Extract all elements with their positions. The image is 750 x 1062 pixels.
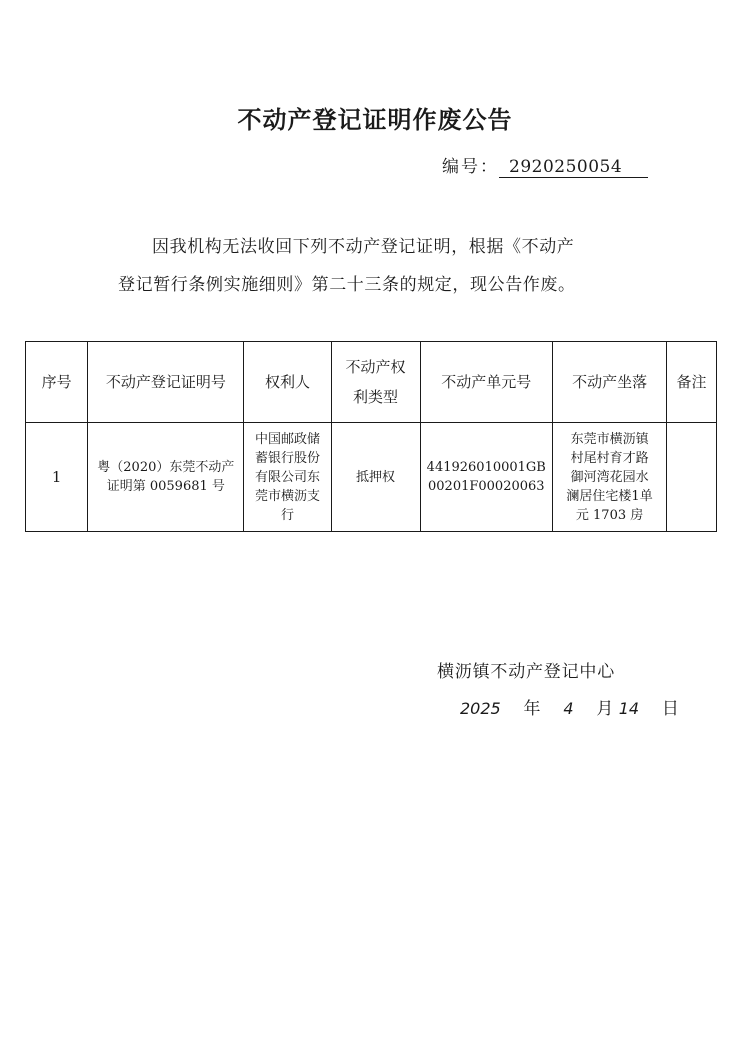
cell-holder-line-2: 蓄银行股份 bbox=[254, 450, 320, 466]
date-day-unit: 日 bbox=[661, 699, 679, 719]
date-year-unit: 年 bbox=[523, 699, 541, 719]
table-header-row bbox=[26, 342, 717, 423]
date-month: 4 bbox=[563, 699, 574, 718]
cell-certificate-line-2: 证明第 0059681 号 bbox=[106, 479, 225, 494]
header-unit-number: 不动产单元号 bbox=[420, 342, 552, 423]
cell-right-type: 抵押权 bbox=[331, 423, 420, 532]
date-year: 2025 bbox=[460, 699, 501, 718]
header-right-type bbox=[331, 342, 420, 423]
date-day: 14 bbox=[618, 699, 640, 718]
cell-location-line-4: 澜居住宅楼1单 bbox=[566, 488, 653, 504]
header-no: 序号 bbox=[26, 342, 88, 423]
cell-holder-line-5: 行 bbox=[280, 507, 294, 523]
cell-remark bbox=[667, 423, 717, 532]
cell-unit-line-1: 441926010001GB bbox=[426, 460, 546, 475]
cell-location-line-5: 元 1703 房 bbox=[575, 507, 644, 523]
header-right-type-line-1: 不动产权 bbox=[345, 358, 406, 376]
date-month-unit: 月 bbox=[596, 699, 614, 719]
notice-body bbox=[118, 228, 638, 304]
document-number-value: 2920250054 bbox=[499, 157, 648, 178]
issue-date bbox=[460, 694, 679, 719]
header-remark: 备注 bbox=[667, 342, 717, 423]
document-number bbox=[442, 152, 648, 178]
cell-no: 1 bbox=[26, 423, 88, 532]
cell-certificate-line-1: 粤（2020）东莞不动产 bbox=[97, 460, 235, 475]
table-row bbox=[26, 423, 717, 532]
header-certificate-number: 不动产登记证明号 bbox=[88, 342, 244, 423]
notice-line-1: 因我机构无法收回下列不动产登记证明，根据《不动产 bbox=[152, 237, 575, 257]
cell-holder-line-1: 中国邮政储 bbox=[254, 431, 320, 447]
cell-location-line-1: 东莞市横沥镇 bbox=[570, 431, 649, 447]
header-right-holder: 权利人 bbox=[244, 342, 331, 423]
header-right-type-line-2: 利类型 bbox=[353, 388, 399, 406]
cell-unit-line-2: 00201F00020063 bbox=[428, 479, 545, 494]
cell-holder-line-3: 有限公司东 bbox=[254, 469, 320, 485]
page-title: 不动产登记证明作废公告 bbox=[237, 105, 513, 134]
cell-certificate-number bbox=[88, 423, 244, 532]
cell-location-line-2: 村尾村育才路 bbox=[570, 450, 649, 466]
document-number-label: 编号： bbox=[442, 157, 499, 177]
cell-right-holder bbox=[244, 423, 331, 532]
certificate-table bbox=[25, 341, 717, 532]
cell-location bbox=[553, 423, 667, 532]
cell-location-line-3: 御河湾花园水 bbox=[570, 469, 649, 485]
notice-line-2: 登记暂行条例实施细则》第二十三条的规定，现公告作废。 bbox=[118, 275, 576, 295]
issuer-name: 横沥镇不动产登记中心 bbox=[437, 662, 615, 682]
cell-unit-number bbox=[420, 423, 552, 532]
header-location: 不动产坐落 bbox=[553, 342, 667, 423]
cell-holder-line-4: 莞市横沥支 bbox=[254, 488, 320, 504]
